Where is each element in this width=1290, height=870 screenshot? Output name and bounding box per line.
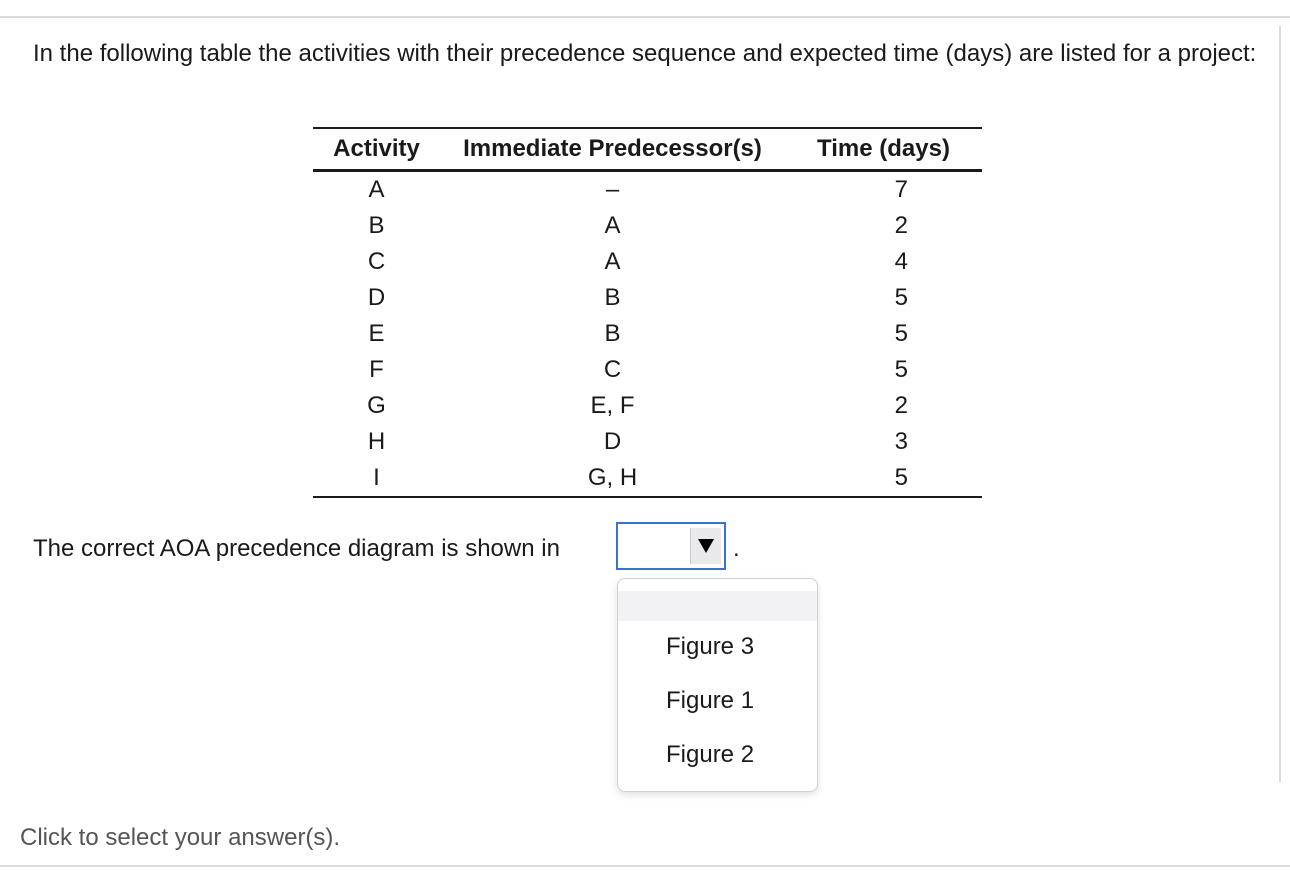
table-row (313, 388, 982, 424)
table-row (313, 316, 982, 352)
triangle-down-icon (697, 538, 715, 554)
table-row (313, 171, 982, 209)
header-activity: Activity (313, 128, 440, 171)
cell-activity: E (368, 320, 385, 347)
cell-activity: H (367, 428, 386, 455)
cell-time: 4 (894, 248, 908, 275)
table-row (313, 280, 982, 316)
table-row (313, 424, 982, 460)
cell-predecessor: A (604, 248, 621, 275)
bottom-divider (0, 865, 1290, 867)
cell-predecessor: – (605, 176, 620, 203)
cell-activity: D (367, 284, 386, 311)
table-row (313, 208, 982, 244)
cell-time: 7 (894, 176, 908, 203)
dropdown-option-blank[interactable] (618, 591, 817, 621)
dropdown-option-figure-2[interactable]: Figure 2 (666, 741, 755, 768)
cell-predecessor: G, H (440, 460, 785, 497)
header-predecessor: Immediate Predecessor(s) (440, 128, 785, 171)
table-row (313, 244, 982, 280)
cell-predecessor: C (603, 356, 622, 383)
cell-activity: A (368, 176, 385, 203)
table-row (313, 460, 982, 497)
table-header-row (313, 128, 982, 171)
cell-time: 2 (894, 212, 908, 239)
cell-predecessor: B (604, 284, 621, 311)
table-row (313, 352, 982, 388)
cell-time: 2 (894, 392, 908, 419)
top-divider (0, 16, 1290, 18)
cell-time: 5 (785, 460, 982, 497)
cell-activity: B (368, 212, 385, 239)
header-time: Time (days) (785, 128, 982, 171)
cell-time: 5 (894, 284, 908, 311)
cell-predecessor: E, F (590, 392, 635, 419)
question-text: The correct AOA precedence diagram is shown in (33, 535, 560, 562)
question-suffix: . (733, 535, 740, 562)
cell-predecessor: B (604, 320, 621, 347)
cell-activity: I (313, 460, 440, 497)
activity-table (313, 127, 982, 498)
cell-predecessor: D (603, 428, 622, 455)
cell-time: 5 (894, 320, 908, 347)
cell-time: 3 (894, 428, 908, 455)
footer-instruction: Click to select your answer(s). (20, 824, 341, 851)
select-toggle-button[interactable] (690, 528, 721, 564)
intro-text: In the following table the activities with their precedence sequence and expected time (days) are listed for a project: (33, 40, 1257, 67)
cell-activity: F (369, 356, 384, 383)
cell-time: 5 (894, 356, 908, 383)
cell-activity: C (367, 248, 386, 275)
right-divider (1279, 26, 1281, 782)
cell-predecessor: A (604, 212, 621, 239)
dropdown-option-figure-1[interactable]: Figure 1 (666, 687, 755, 714)
cell-activity: G (367, 392, 386, 419)
dropdown-menu (617, 578, 818, 792)
answer-select[interactable] (616, 522, 726, 570)
dropdown-option-figure-3[interactable]: Figure 3 (666, 633, 755, 660)
